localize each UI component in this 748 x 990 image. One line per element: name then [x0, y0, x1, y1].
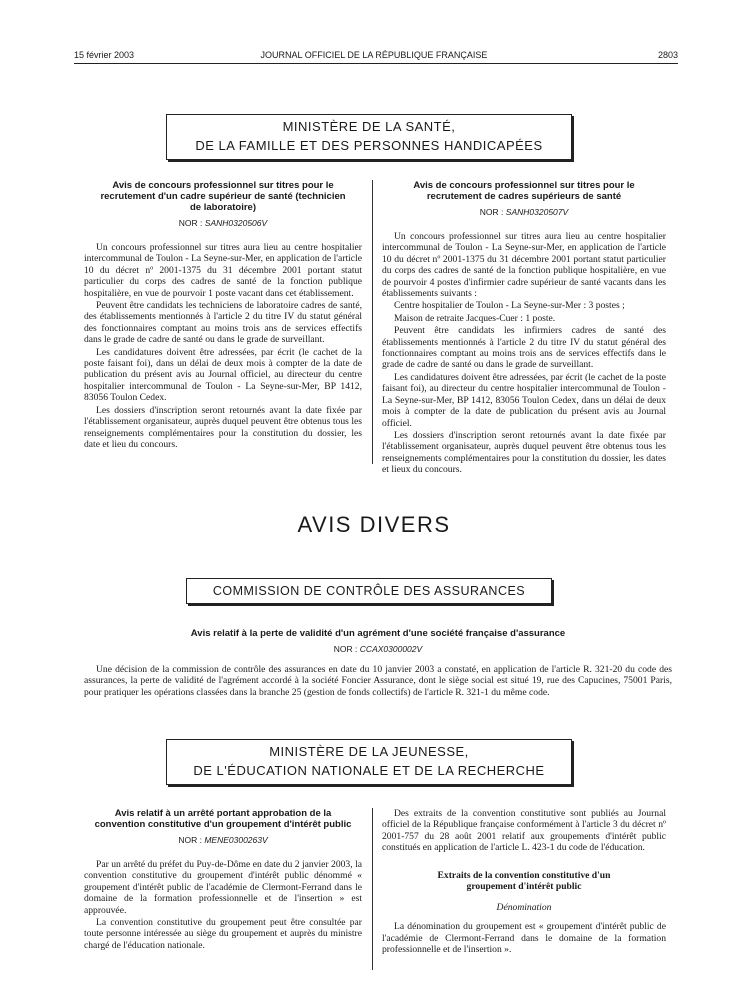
paragraph: Peuvent être candidats les techniciens de laboratoire cadres de santé, des établissements mentionnés à l'article 2 du titre IV du statut général des fonctionnaires comptant au moins trois ans de services effectifs dans le grade de cadre de santé ou dans le grade de surveillant. [84, 300, 362, 346]
section-title: Avis de concours professionnel sur titres pour le recrutement de cadres supérieurs de santé [413, 180, 635, 202]
ministry-line-1: MINISTÈRE DE LA JEUNESSE, [269, 744, 469, 759]
paragraph: La dénomination du groupement est « groupement d'intérêt public de l'académie de Clermont-Ferrand dans le domaine de la formation professionnelle et de l'insertion ». [382, 921, 666, 956]
page-number: 2803 [657, 50, 678, 60]
nor-reference [84, 218, 362, 228]
nor-code: SANH0320507V [505, 207, 569, 217]
avis-concours-technicien [84, 180, 362, 451]
paragraph: Un concours professionnel sur titres aura lieu au centre hospitalier intercommunal de Toulon - La Seyne-sur-Mer, en application de l'article 10 du décret nº 2001-1375 du 31 décembre 2001 portant statut particulier du corps des cadres de santé de la fonction publique hospitalière, en vue de pourvoir 4 postes d'infirmier cadre supérieur de santé vacants dans les établissements suivants : [382, 231, 666, 300]
ministry-line-1: MINISTÈRE DE LA SANTÉ, [282, 119, 456, 134]
ministry-jeunesse-box [166, 739, 572, 785]
nor-code: CCAX0300002V [359, 644, 423, 654]
list-item: Centre hospitalier de Toulon - La Seyne-sur-Mer : 3 postes ; [394, 300, 625, 312]
ministry-sante-box [166, 114, 572, 160]
nor-label: NOR : [178, 218, 203, 228]
section-body [84, 859, 362, 951]
paragraph: La convention constitutive du groupement peut être consultée par toute personne intéressée au siège du groupement et auprès du ministre chargé de l'éducation nationale. [84, 917, 362, 951]
paragraph: Une décision de la commission de contrôle des assurances en date du 10 janvier 2003 a constaté, en application de l'article R. 321-20 du code des assurances, la perte de validité de l'agrément accordé à la société Foncier Assurance, dont le siège social est situé 19, rue des Capucines, 75001 Paris, pour pratiquer les opérations classées dans la branche 25 (gestion de fonds collectifs) de l'article R. 321-1 du même code. [84, 664, 672, 698]
nor-label: NOR : [333, 644, 358, 654]
paragraph: Les candidatures doivent être adressées, par écrit (le cachet de la poste faisant foi), dans un délai de deux mois à compter de la date de publication du présent avis au Journal officiel, au directeur du centre hospitalier intercommunal de Toulon - La Seyne-sur-Mer, BP 1412, 83056 Toulon Cedex. [84, 346, 362, 404]
issue-date: 15 février 2003 [74, 50, 135, 60]
paragraph: Les dossiers d'inscription seront retournés avant la date fixée par l'établissement organisateur, auprès duquel peuvent être obtenus tous les renseignements complémentaires pour la constitution du dossier, les dates et lieux du concours. [382, 429, 666, 476]
paragraph: Les dossiers d'inscription seront retournés avant la date fixée par l'établissement organisateur, auprès duquel peuvent être obtenus tous les renseignements complémentaires pour la constitution du dossier, les date et lieu du concours. [84, 404, 362, 450]
avis-concours-cadres [382, 180, 666, 477]
avis-arrete-gip [84, 808, 362, 952]
column-divider [372, 180, 373, 464]
avis-divers-heading: AVIS DIVERS [297, 512, 451, 537]
nor-code: MENE0300263V [204, 835, 268, 845]
nor-code: SANH0320506V [204, 218, 268, 228]
nor-label: NOR : [178, 835, 202, 845]
section-title: Avis de concours professionnel sur titres pour le recrutement d'un cadre supérieur de santé (technicien de laboratoire) [100, 180, 346, 213]
column-divider [372, 808, 373, 970]
paragraph: Par un arrêté du préfet du Puy-de-Dôme en date du 2 janvier 2003, la convention constitutive du groupement d'intérêt public dénommé « groupement d'intérêt public de l'académie de Clermont-Ferrand dans le domaine de la formation professionnelle et de l'insertion » est approuvée. [84, 859, 362, 916]
avis-assurance [84, 628, 672, 699]
section-title: Avis relatif à un arrêté portant approbation de la convention constitutive d'un groupement d'intérêt public [94, 808, 352, 830]
paragraph: Des extraits de la convention constitutive sont publiés au Journal officiel de la République française conformément à l'article 3 du décret nº 2001-757 du 28 août 2001 relatif aux groupements d'intérêt public constitués en application de l'article L. 423-1 du code de l'éducation. [382, 808, 666, 854]
commission-box [186, 578, 552, 604]
header-rule [74, 63, 678, 64]
journal-title: JOURNAL OFFICIEL DE LA RÉPUBLIQUE FRANÇAISE [260, 50, 488, 60]
paragraph: Peuvent être candidats les infirmiers cadres de santé des établissements mentionnés à l'article 2 du titre IV du statut général des fonctionnaires comptant au moins trois ans de services effectifs dans le grade de cadre de santé ou dans le grade de surveillant. [382, 325, 666, 371]
paragraph: Un concours professionnel sur titres aura lieu au centre hospitalier intercommunal de Toulon - La Seyne-sur-Mer, en application de l'article 10 du décret nº 2001-1375 du 31 décembre 2001 portant statut particulier du corps des cadres de santé de la fonction publique hospitalière, en vue de pourvoir 1 poste vacant dans cet établissement. [84, 242, 362, 299]
denomination-heading: Dénomination [496, 902, 552, 914]
nor-reference [84, 644, 672, 654]
extraits-convention [382, 808, 666, 957]
nor-reference [84, 835, 362, 845]
ministry-line-2: DE L'ÉDUCATION NATIONALE ET DE LA RECHERCHE [193, 763, 545, 778]
section-body [84, 664, 672, 698]
commission-title: COMMISSION DE CONTRÔLE DES ASSURANCES [212, 584, 526, 598]
section-body [382, 921, 666, 955]
list-item: Maison de retraite Jacques-Cuer : 1 poste. [394, 312, 556, 324]
paragraph: Les candidatures doivent être adressées, par écrit (le cachet de la poste faisant foi), au directeur du centre hospitalier intercommunal de Toulon - La Seyne-sur-Mer, BP 1412, 83056 Toulon Cedex, dans un délai de deux mois à compter de la date de publication du présent avis au Journal officiel. [382, 371, 666, 429]
nor-reference [382, 207, 666, 217]
extraits-title: Extraits de la convention constitutive d'un groupement d'intérêt public [437, 869, 611, 893]
section-title: Avis relatif à la perte de validité d'un agrément d'une société française d'assurance [190, 628, 566, 639]
nor-label: NOR : [479, 207, 504, 217]
section-body [382, 808, 666, 854]
section-body [382, 231, 666, 476]
ministry-line-2: DE LA FAMILLE ET DES PERSONNES HANDICAPÉES [195, 138, 543, 153]
section-body [84, 242, 362, 450]
